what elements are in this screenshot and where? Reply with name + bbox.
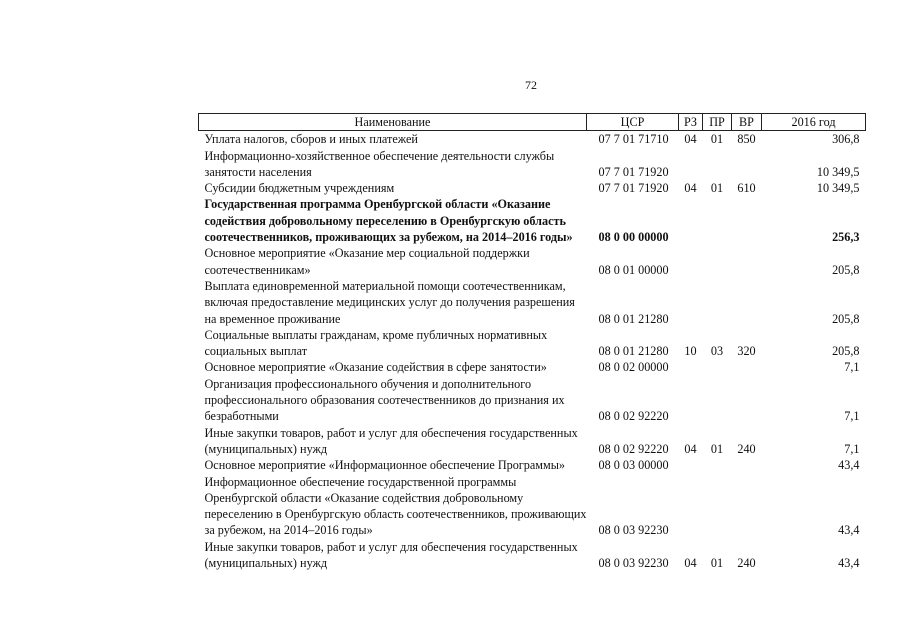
row-csr-cell: 08 0 01 21280 — [598, 344, 669, 359]
row-rz-cell — [679, 376, 703, 425]
row-rz-cell: 04 — [684, 181, 697, 196]
row-vr-cell: 610 — [737, 181, 756, 196]
row-amount-cell: 10 349,5 — [816, 164, 860, 179]
row-name-cell: Государственная программа Оренбургской области «Оказание содействия добровольному переселению в Оренбургскую область соотечественников, проживающих за рубежом, на 2014–2016 годы» — [204, 197, 573, 245]
row-vr-cell — [732, 376, 762, 425]
row-csr-cell: 08 0 03 00000 — [598, 458, 669, 473]
row-name-cell: Организация профессионального обучения и дополнительного профессионального образования соотечественников до признания их безработными — [204, 376, 565, 424]
row-vr-cell — [732, 457, 762, 473]
row-pr-cell: 01 — [710, 556, 724, 571]
row-csr-cell: 07 7 01 71710 — [598, 132, 669, 147]
row-amount-cell: 205,8 — [832, 311, 860, 326]
row-rz-cell: 04 — [684, 556, 697, 571]
row-csr-cell: 08 0 02 00000 — [598, 360, 669, 375]
row-amount-cell: 256,3 — [832, 230, 860, 245]
row-amount-cell: 10 349,5 — [816, 181, 860, 196]
row-pr-cell — [703, 376, 732, 425]
row-vr-cell — [732, 359, 762, 375]
row-rz-cell — [679, 474, 703, 539]
row-rz-cell: 10 — [684, 344, 697, 359]
row-csr-cell: 07 7 01 71920 — [598, 164, 669, 179]
table-row — [199, 425, 866, 458]
row-pr-cell — [703, 359, 732, 375]
table-row — [199, 131, 866, 148]
row-pr-cell: 01 — [710, 132, 724, 147]
table-row — [199, 245, 866, 278]
row-rz-cell — [679, 196, 703, 245]
row-rz-cell — [679, 148, 703, 181]
row-vr-cell — [732, 196, 762, 245]
row-amount-cell: 7,1 — [844, 441, 860, 456]
row-amount-cell: 306,8 — [832, 132, 860, 147]
table-row — [199, 359, 866, 375]
table-row — [199, 148, 866, 181]
row-csr-cell: 07 7 01 71920 — [598, 181, 669, 196]
budget-table — [198, 113, 866, 571]
row-rz-cell — [679, 359, 703, 375]
row-vr-cell: 240 — [737, 556, 756, 571]
row-rz-cell: 04 — [684, 441, 697, 456]
row-name-cell: Основное мероприятие «Информационное обеспечение Программы» — [204, 458, 566, 473]
table-body — [199, 131, 866, 572]
row-pr-cell — [703, 457, 732, 473]
table-row — [199, 539, 866, 572]
row-name-cell: Субсидии бюджетным учреждениям — [204, 181, 395, 196]
row-vr-cell — [732, 245, 762, 278]
table-row — [199, 180, 866, 196]
table-row — [199, 278, 866, 327]
row-rz-cell: 04 — [684, 132, 697, 147]
row-name-cell: Основное мероприятие «Оказание содействия в сфере занятости» — [204, 360, 547, 375]
row-name-cell: Иные закупки товаров, работ и услуг для обеспечения государственных (муниципальных) нужд — [204, 539, 578, 571]
table-row — [199, 457, 866, 473]
row-amount-cell: 43,4 — [838, 556, 860, 571]
row-pr-cell — [703, 474, 732, 539]
row-name-cell: Иные закупки товаров, работ и услуг для обеспечения государственных (муниципальных) нужд — [204, 425, 578, 456]
row-csr-cell: 08 0 02 92220 — [598, 409, 669, 424]
row-pr-cell — [703, 245, 732, 278]
row-name-cell: Социальные выплаты гражданам, кроме публичных нормативных социальных выплат — [204, 327, 548, 359]
row-csr-cell: 08 0 01 00000 — [598, 262, 669, 277]
row-amount-cell: 205,8 — [832, 344, 860, 359]
row-csr-cell: 08 0 03 92230 — [598, 556, 669, 571]
row-csr-cell: 08 0 03 92230 — [598, 523, 669, 538]
row-vr-cell — [732, 278, 762, 327]
header-pr: ПР — [703, 114, 732, 131]
row-name-cell: Информационно-хозяйственное обеспечение деятельности службы занятости населения — [204, 148, 555, 179]
row-csr-cell: 08 0 00 00000 — [598, 230, 669, 245]
row-name-cell: Основное мероприятие «Оказание мер социальной поддержки соотечественникам» — [204, 246, 530, 277]
row-vr-cell: 240 — [737, 441, 756, 456]
header-name: Наименование — [199, 114, 587, 131]
table-row — [199, 376, 866, 425]
row-csr-cell: 08 0 02 92220 — [598, 441, 669, 456]
row-name-cell: Уплата налогов, сборов и иных платежей — [204, 132, 418, 147]
row-pr-cell: 01 — [710, 441, 724, 456]
row-amount-cell: 43,4 — [838, 458, 860, 473]
table-row — [199, 196, 866, 245]
row-amount-cell: 7,1 — [844, 360, 860, 375]
row-name-cell: Информационное обеспечение государственной программы Оренбургской области «Оказание содействия добровольному переселению в Оренбургскую область соотечественников, проживающих за рубежом, на 2014–2016 годы» — [204, 474, 587, 538]
row-pr-cell — [703, 196, 732, 245]
page-number: 72 — [525, 78, 537, 92]
row-vr-cell: 320 — [737, 344, 756, 359]
table-header-row — [199, 114, 866, 131]
table-row — [199, 327, 866, 360]
row-pr-cell: 01 — [710, 181, 724, 196]
row-pr-cell: 03 — [710, 344, 724, 359]
row-vr-cell: 850 — [737, 132, 756, 147]
header-csr: ЦСР — [587, 114, 679, 131]
header-vr: ВР — [732, 114, 762, 131]
table-row — [199, 474, 866, 539]
row-rz-cell — [679, 457, 703, 473]
row-pr-cell — [703, 278, 732, 327]
header-rz: РЗ — [679, 114, 703, 131]
row-rz-cell — [679, 278, 703, 327]
row-amount-cell: 205,8 — [832, 262, 860, 277]
row-csr-cell: 08 0 01 21280 — [598, 311, 669, 326]
row-vr-cell — [732, 148, 762, 181]
row-amount-cell: 7,1 — [844, 409, 860, 424]
row-amount-cell: 43,4 — [838, 523, 860, 538]
row-pr-cell — [703, 148, 732, 181]
row-vr-cell — [732, 474, 762, 539]
header-year: 2016 год — [762, 114, 866, 131]
row-name-cell: Выплата единовременной материальной помощи соотечественникам, включая предоставление медицинских услуг до получения разрешения на временное проживание — [204, 278, 575, 326]
row-rz-cell — [679, 245, 703, 278]
